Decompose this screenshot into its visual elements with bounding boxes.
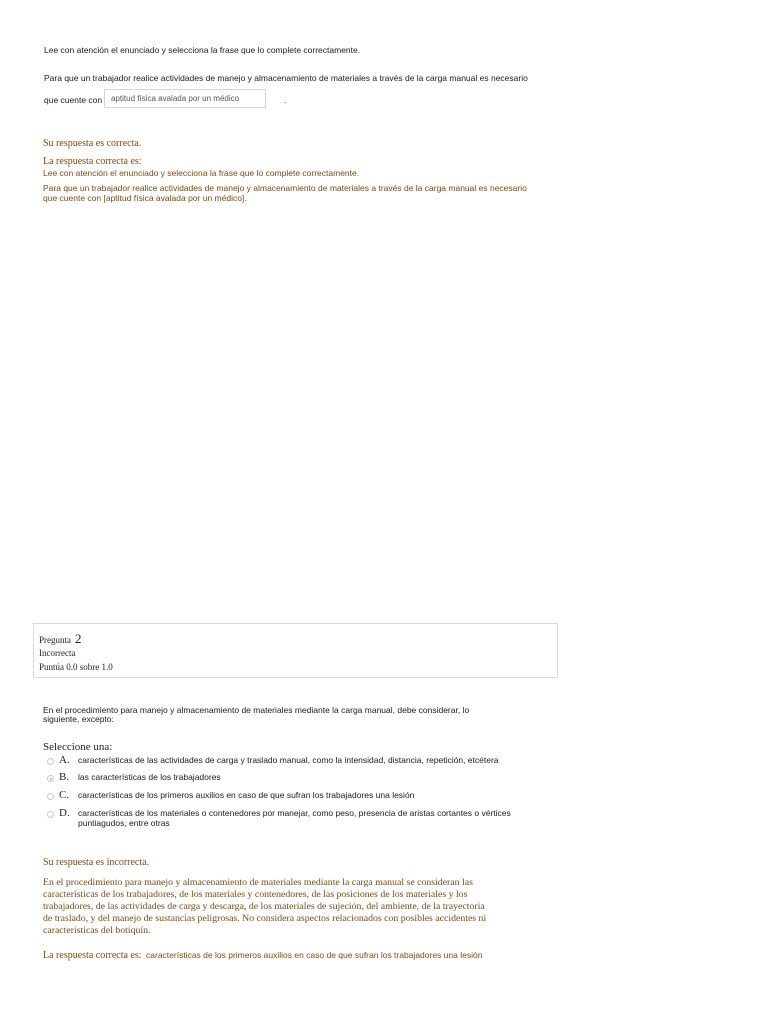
option-d-text-line2[interactable]: puntiagudos, entre otras: [78, 818, 170, 828]
option-c-text[interactable]: características de los primeros auxilios en caso de que sufran los trabajadores una lesión: [78, 790, 415, 800]
q1-correct-statement-line1: Para que un trabajador realice actividades de manejo y almacenamiento de materiales a través de la carga manual es necesario: [43, 183, 527, 193]
option-d-radio[interactable]: [47, 811, 54, 818]
option-d-letter: D.: [59, 807, 70, 819]
q1-prefix: que cuente con: [44, 95, 103, 105]
option-b-radio[interactable]: [47, 775, 54, 782]
q1-instruction: Lee con atención el enunciado y selecciona la frase que lo complete correctamente.: [44, 45, 361, 55]
q2-feedback-status: Su respuesta es incorrecta.: [43, 857, 150, 868]
q2-select-prompt: Seleccione una:: [43, 741, 113, 753]
q2-explanation-line: características de los trabajadores, de los materiales y contenedores, de las posiciones de los materiales y los: [43, 889, 468, 900]
q1-answer-value: aptitud física avalada por un médico: [111, 94, 240, 103]
option-c-radio[interactable]: [47, 793, 54, 800]
q1-feedback-status: Su respuesta es correcta.: [43, 138, 142, 149]
q1-correct-heading: La respuesta correcta es:: [43, 156, 142, 167]
q2-explanation-line: características del botiquín.: [43, 925, 151, 936]
option-b-letter: B.: [59, 771, 70, 783]
option-a-text[interactable]: características de las actividades de carga y traslado manual, como la intensidad, distancia, repetición, etcétera: [78, 755, 499, 765]
q1-answer-field[interactable]: [104, 89, 266, 108]
q2-correct-answer-row: [43, 945, 482, 963]
q2-score: Puntúa 0.0 sobre 1.0: [39, 662, 113, 672]
q2-explanation-line: En el procedimiento para manejo y almacenamiento de materiales mediante la carga manual se consideran las: [43, 877, 473, 888]
q2-explanation-line: trabajadores, de las actividades de carga y descarga, de los materiales de sujeción, del ambiente, de la trayectoria: [43, 901, 485, 912]
q2-heading: [39, 630, 82, 648]
option-b-text[interactable]: las características de los trabajadores: [78, 772, 221, 782]
option-a-radio[interactable]: [47, 758, 54, 765]
q2-info-box: [33, 623, 558, 678]
option-c-letter: C.: [59, 789, 70, 801]
q1-suffix: .: [284, 95, 287, 105]
q1-correct-instruction: Lee con atención el enunciado y selecciona la frase que lo complete correctamente.: [43, 168, 360, 178]
q2-question-line1: En el procedimiento para manejo y almacenamiento de materiales mediante la carga manual, debe considerar, lo: [43, 705, 470, 715]
q2-explanation: [43, 877, 486, 937]
q2-correct-answer: características de los primeros auxilios en caso de que sufran los trabajadores una lesión: [146, 950, 483, 960]
q2-explanation-line: de traslado, y del manejo de sustancias peligrosas. No considera aspectos relacionados con posibles accidentes ni: [43, 913, 487, 924]
q1-statement: Para que un trabajador realice actividades de manejo y almacenamiento de materiales a través de la carga manual es necesario: [44, 73, 528, 83]
q2-correct-label: La respuesta correcta es:: [43, 950, 142, 961]
option-d-text[interactable]: características de los materiales o contenedores por manejar, como peso, presencia de aristas cortantes o vértices: [78, 808, 511, 818]
q2-state: Incorrecta: [39, 648, 76, 658]
q2-number: 2: [75, 631, 82, 646]
q2-label: Pregunta: [39, 635, 71, 645]
q1-correct-statement-line2: que cuente con [aptitud física avalada por un médico].: [43, 193, 247, 203]
q2-question-line2: siguiente, excepto:: [43, 714, 114, 724]
option-a-letter: A.: [59, 754, 70, 766]
